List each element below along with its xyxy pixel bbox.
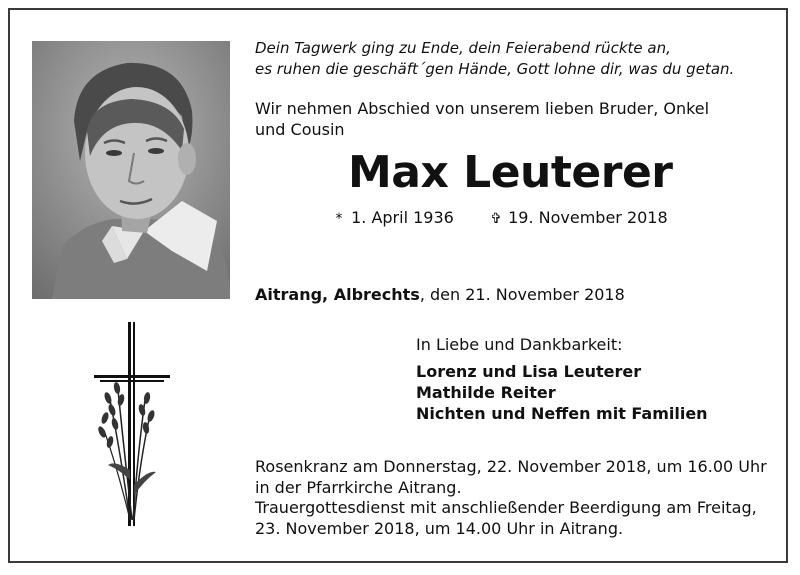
mourner-name: Lorenz und Lisa Leuterer [416,362,642,381]
intro-line: Wir nehmen Abschied von unserem lieben Bruder, Onkel [255,99,710,118]
intro-line: und Cousin [255,120,345,139]
deceased-name: Max Leuterer [348,147,673,198]
service-line: Rosenkranz am Donnerstag, 22. November 2018, um 16.00 Uhr [255,457,767,476]
place-date-line [255,285,625,305]
birth-date-text: 1. April 1936 [351,208,454,227]
death-cross-icon: ✞ [490,211,502,227]
service-line: in der Pfarrkirche Aitrang. [255,477,462,497]
verse-line: es ruhen die geschäft´gen Hände, Gott lohne dir, was du getan. [255,60,735,78]
place-date: , den 21. November 2018 [419,285,625,304]
mourner-name: Nichten und Neffen mit Familien [416,404,708,423]
death-date-text: 19. November 2018 [508,208,668,227]
mourners-list [416,361,708,424]
mourner-name: Mathilde Reiter [416,383,556,402]
farewell-intro [255,98,709,140]
place-names: Aitrang, Albrechts [255,285,420,304]
verse [255,38,734,80]
service-line: Trauergottesdienst mit anschließender Beerdigung am Freitag, [255,498,757,517]
service-line: 23. November 2018, um 14.00 Uhr in Aitrang. [255,518,624,538]
cross-with-wheat-icon [90,320,174,532]
birth-star-icon: * [335,211,343,227]
portrait-photo [32,41,230,299]
service-details [255,457,767,539]
birth-date [332,208,454,229]
verse-line: Dein Tagwerk ging zu Ende, dein Feierabend rückte an, [255,39,671,57]
thanks-line: In Liebe und Dankbarkeit: [416,335,623,354]
death-date [489,208,668,229]
